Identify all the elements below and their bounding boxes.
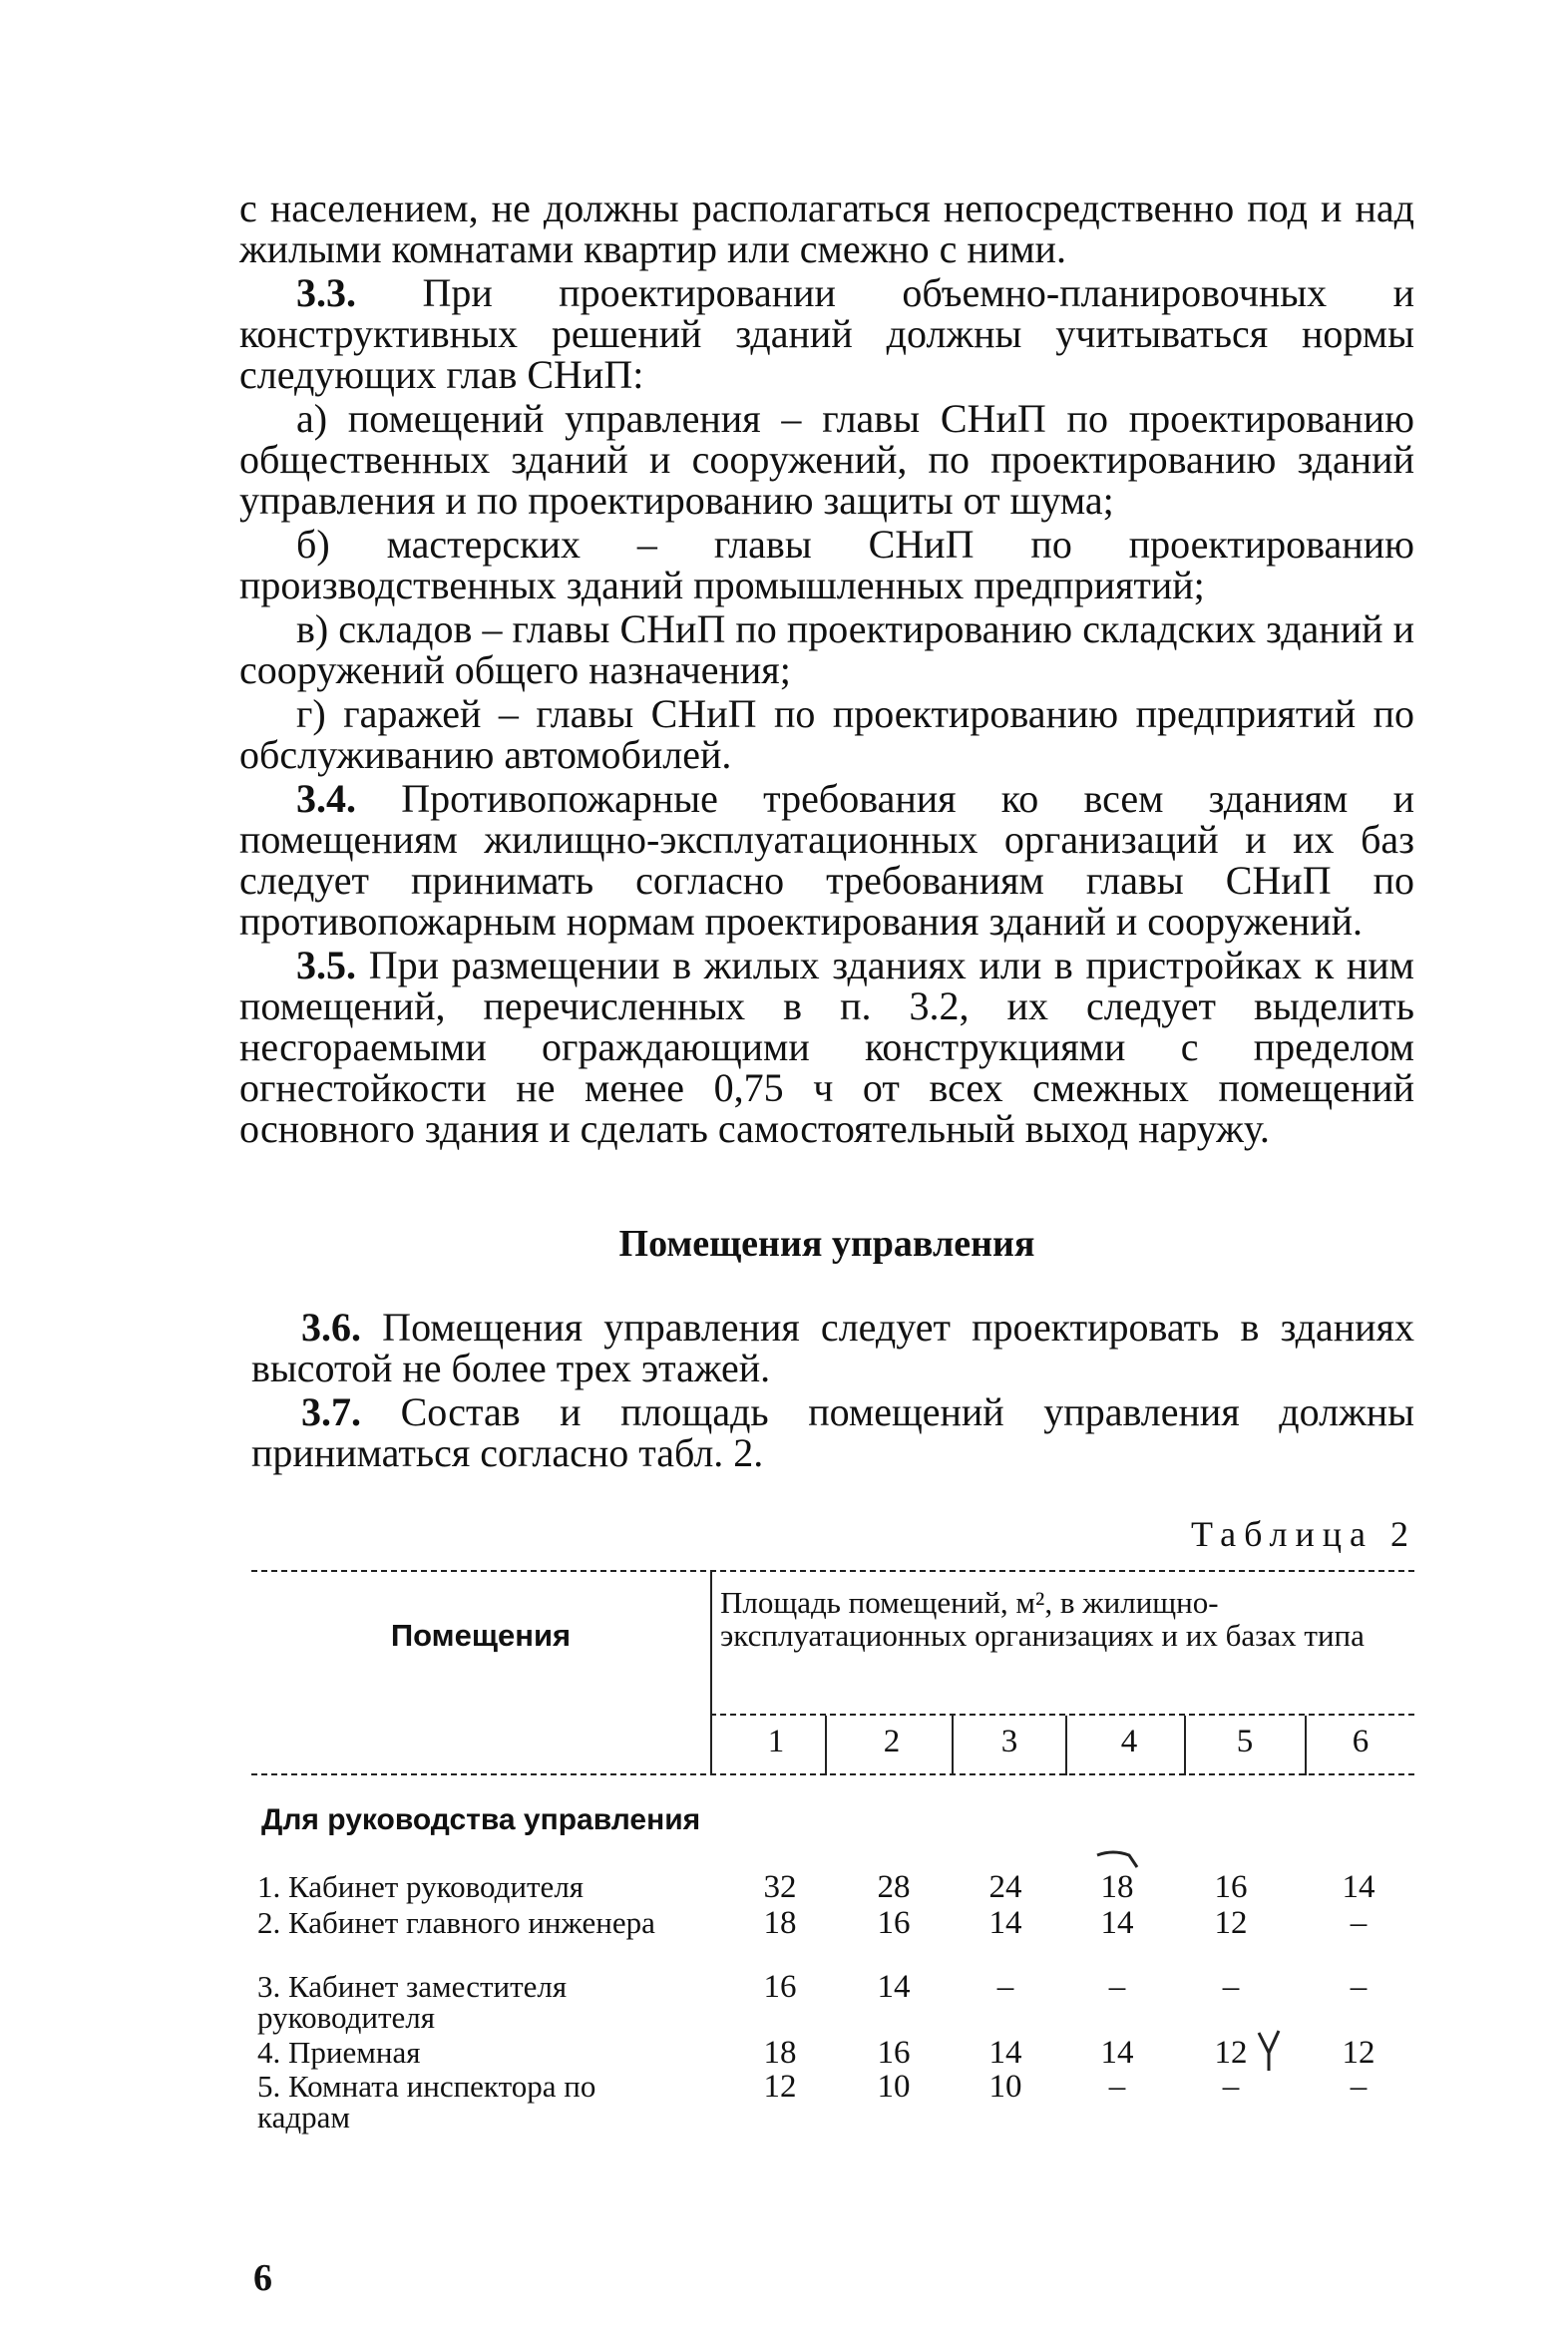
paragraph-text: г) гаражей – главы СНиП по проектированию предприятий по обслуживанию автомобилей. xyxy=(239,691,1414,777)
table-cell: 12 xyxy=(763,2069,797,2105)
row-label: 2. Кабинет главного инженера xyxy=(257,1905,655,1940)
paragraph-text: Противопожарные требования ко всем зданиям и помещениям жилищно-эксплуатационных организаций и их баз следует принимать согласно требованиям главы СНиП по противопожарным нормам проектирования зданий и сооружений. xyxy=(239,776,1414,944)
table-top-rule xyxy=(251,1570,1414,1572)
table-cell: 14 xyxy=(1342,1869,1375,1905)
table-cell: 18 xyxy=(1100,1869,1134,1905)
table-cell: 16 xyxy=(1214,1869,1248,1905)
paragraph xyxy=(239,693,1414,775)
paragraph xyxy=(251,1307,1414,1388)
table-cell: 14 xyxy=(1100,2035,1134,2071)
table-cell: – xyxy=(1108,2069,1126,2105)
table-cell: 10 xyxy=(988,2069,1022,2105)
row-label: 5. Комната инспектора по кадрам xyxy=(257,2069,596,2135)
paragraph-text: а) помещений управления – главы СНиП по проектированию общественных зданий и сооружений, по проектированию зданий управления и по проектированию защиты от шума; xyxy=(239,396,1414,523)
table-cell: – xyxy=(1350,2069,1368,2105)
paragraph xyxy=(239,272,1414,395)
table-cell: 12 xyxy=(1214,1905,1248,1941)
paragraph-text: При размещении в жилых зданиях или в пристройках к ним помещений, перечисленных в п. 3.2, их следует выделить несгораемыми ограждающими конструкциями с пределом огнестойкости не менее 0,75 ч от всех смежных помещений основного здания и сделать самостоятельный выход наружу. xyxy=(239,943,1414,1151)
table-cell: – xyxy=(1350,1969,1368,2005)
type-number: 4 xyxy=(1120,1724,1138,1759)
paragraph xyxy=(239,524,1414,605)
table-divider xyxy=(1184,1716,1186,1775)
paragraph-number: 3.4. xyxy=(296,776,356,821)
table-cell: – xyxy=(996,1969,1014,2005)
table-cell: 12 xyxy=(1214,2035,1248,2071)
paragraph-text: с населением, не должны располагаться непосредственно под и над жилыми комнатами квартир или смежно с ними. xyxy=(239,186,1414,271)
table-cell: 18 xyxy=(763,2035,797,2071)
table-cell: 16 xyxy=(877,2035,911,2071)
pen-check-icon xyxy=(1255,2027,1285,2077)
table-cell: 14 xyxy=(988,1905,1022,1941)
table-cell: 14 xyxy=(1100,1905,1134,1941)
paragraph xyxy=(251,1391,1414,1473)
paragraph xyxy=(239,608,1414,690)
paragraph-text: б) мастерских – главы СНиП по проектированию производственных зданий промышленных предприятий; xyxy=(239,522,1414,607)
table-header-area: Площадь помещений, м², в жилищно-эксплуатационных организациях и их базах типа xyxy=(720,1585,1365,1653)
table-cell: – xyxy=(1222,1969,1240,2005)
table-divider xyxy=(710,1572,712,1775)
table-cell: 18 xyxy=(763,1905,797,1941)
paragraph-text: Состав и площадь помещений управления должны приниматься согласно табл. 2. xyxy=(251,1389,1414,1475)
type-number: 6 xyxy=(1352,1724,1370,1759)
row-label: 4. Приемная xyxy=(257,2035,421,2070)
table-cell: 16 xyxy=(763,1969,797,2005)
paragraph xyxy=(239,778,1414,942)
paragraph-number: 3.5. xyxy=(296,943,356,987)
pen-tick-icon xyxy=(1093,1845,1153,1875)
body-text-after-heading xyxy=(251,1307,1414,1476)
table-bottom-rule xyxy=(251,1773,1414,1775)
table-cell: 14 xyxy=(988,2035,1022,2071)
table-group-title: Для руководства управления xyxy=(261,1803,701,1836)
table-caption: Таблица 2 xyxy=(1191,1514,1416,1554)
table-mid-rule xyxy=(710,1714,1414,1716)
table-cell: – xyxy=(1222,2069,1240,2105)
page-number: 6 xyxy=(253,2257,272,2299)
row-label: 1. Кабинет руководителя xyxy=(257,1869,585,1904)
paragraph-number: 3.3. xyxy=(296,270,356,315)
paragraph-text: Помещения управления следует проектировать в зданиях высотой не более трех этажей. xyxy=(251,1305,1414,1390)
type-number: 2 xyxy=(883,1724,901,1759)
table-cell: – xyxy=(1108,1969,1126,2005)
paragraph xyxy=(239,398,1414,521)
table-cell: 28 xyxy=(877,1869,911,1905)
table-cell: 10 xyxy=(877,2069,911,2105)
table-cell: 12 xyxy=(1342,2035,1375,2071)
table-cell: 16 xyxy=(877,1905,911,1941)
table-cell: – xyxy=(1350,1905,1368,1941)
table-cell: 32 xyxy=(763,1869,797,1905)
paragraph xyxy=(239,188,1414,269)
paragraph-text: в) складов – главы СНиП по проектированию складских зданий и сооружений общего назначения; xyxy=(239,606,1414,692)
body-text-top xyxy=(239,188,1414,1152)
table-divider xyxy=(952,1716,954,1775)
type-number: 3 xyxy=(1000,1724,1018,1759)
paragraph xyxy=(239,945,1414,1149)
section-heading: Помещения управления xyxy=(618,1223,1035,1265)
row-label: 3. Кабинет заместителя руководителя xyxy=(257,1969,568,2035)
type-number: 5 xyxy=(1236,1724,1254,1759)
table-cell: 14 xyxy=(877,1969,911,2005)
type-number: 1 xyxy=(767,1724,785,1759)
table-cell: 24 xyxy=(988,1869,1022,1905)
paragraph-number: 3.6. xyxy=(301,1305,361,1350)
table-divider xyxy=(1065,1716,1067,1775)
paragraph-number: 3.7. xyxy=(301,1389,361,1434)
paragraph-text: При проектировании объемно-планировочных и конструктивных решений зданий должны учитываться нормы следующих глав СНиП: xyxy=(239,270,1414,397)
table-header-rooms: Помещения xyxy=(390,1618,572,1653)
